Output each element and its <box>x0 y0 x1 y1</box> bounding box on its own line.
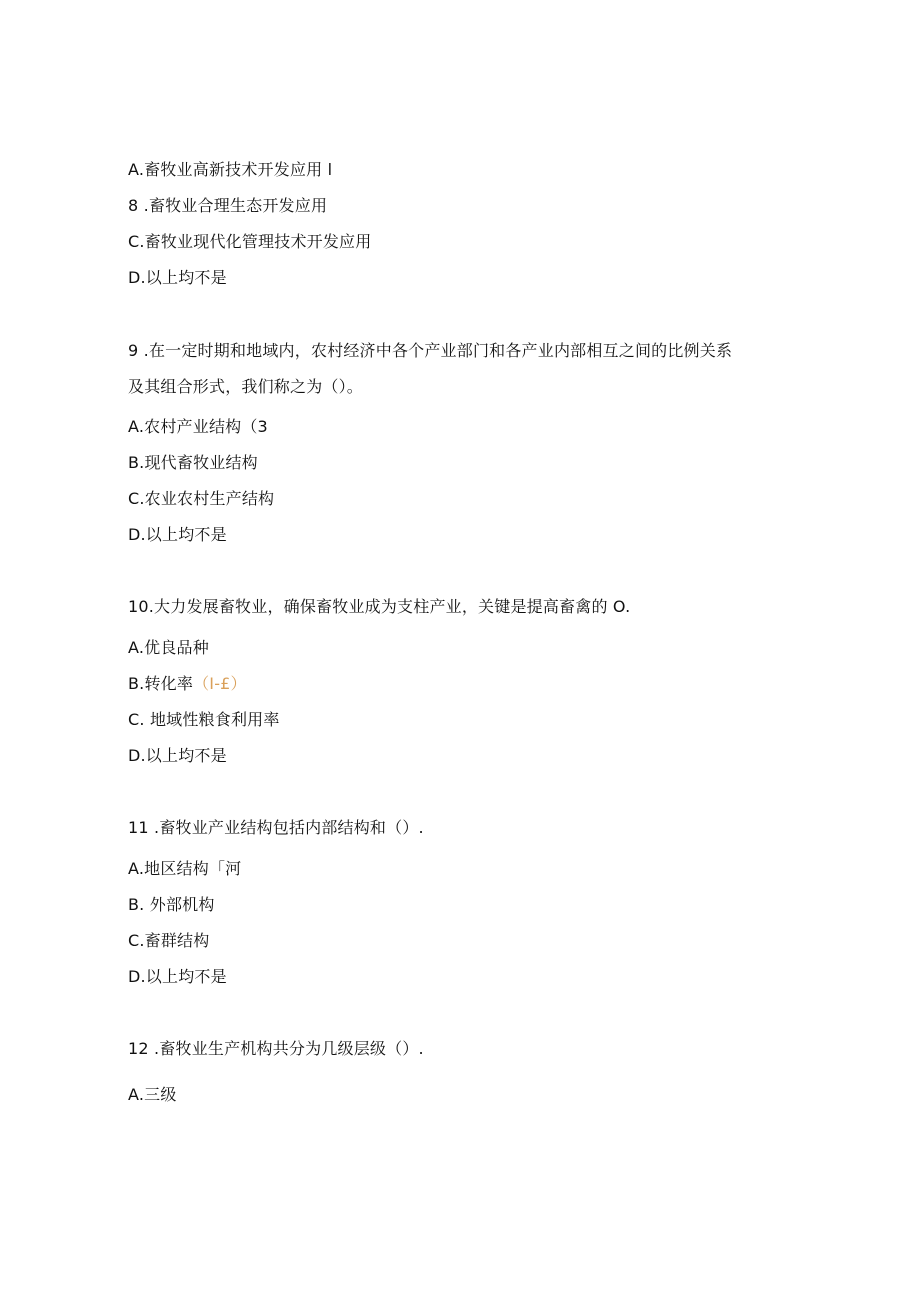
q7-option-b: 8 .畜牧业合理生态开发应用 <box>128 196 328 215</box>
q9-option-a: A.农村产业结构（3 <box>128 417 268 436</box>
q10-option-b <box>128 674 247 694</box>
q10-option-d: D.以上均不是 <box>128 746 227 765</box>
q10-option-b-text: B.转化率 <box>128 674 194 693</box>
q9-option-c: C.农业农村生产结构 <box>128 489 275 508</box>
q9-stem-line-1: 9 .在一定时期和地域内，农村经济中各个产业部门和各产业内部相互之间的比例关系 <box>128 341 733 360</box>
q10-stem: 10.大力发展畜牧业，确保畜牧业成为支柱产业，关键是提高畜禽的 O. <box>128 597 631 616</box>
q12-stem: 12 .畜牧业生产机构共分为几级层级（）. <box>128 1039 424 1058</box>
q9-option-d: D.以上均不是 <box>128 525 227 544</box>
q7-option-d: D.以上均不是 <box>128 268 227 287</box>
q7-option-c: C.畜牧业现代化管理技术开发应用 <box>128 232 372 251</box>
q11-option-d: D.以上均不是 <box>128 967 227 986</box>
q11-stem: 11 .畜牧业产业结构包括内部结构和（）. <box>128 818 424 837</box>
q11-option-c: C.畜群结构 <box>128 931 210 950</box>
q11-option-b: B. 外部机构 <box>128 895 215 914</box>
q12-option-a: A.三级 <box>128 1085 177 1104</box>
q10-option-c: C. 地域性粮食利用率 <box>128 710 280 729</box>
q7-option-a: A.畜牧业高新技术开发应用 l <box>128 160 333 179</box>
q9-option-b: B.现代畜牧业结构 <box>128 453 258 472</box>
q11-option-a: A.地区结构「河 <box>128 859 242 878</box>
q10-option-a: A.优良品种 <box>128 638 209 657</box>
q10-option-b-mark: （I-£） <box>193 674 247 693</box>
q9-stem-line-2: 及其组合形式，我们称之为（）。 <box>128 377 364 396</box>
